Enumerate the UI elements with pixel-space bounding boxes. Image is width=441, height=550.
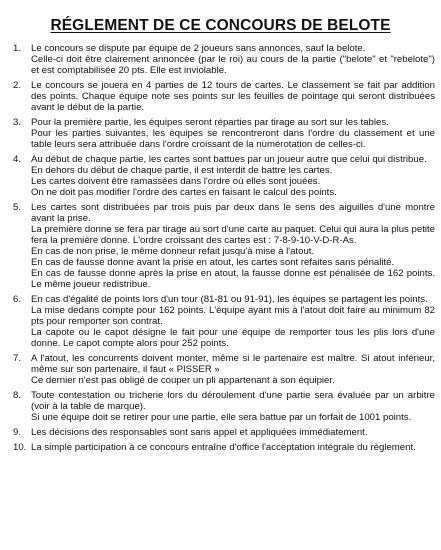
rule-number: 5. <box>13 202 22 213</box>
rule-item <box>0 294 441 349</box>
rule-text: Toute contestation ou tricherie lors du déroulement d'une partie sera évaluée par un arbitre (voir à la table de marque). <box>31 390 435 412</box>
rule-text: Les décisions des responsables sont sans appel et appliquées immédiatement. <box>31 427 368 438</box>
rule-number: 8. <box>13 390 22 401</box>
rule-text: Au début de chaque partie, les cartes sont battues par un joueur autre que celui qui distribue. <box>31 154 427 165</box>
rule-item <box>0 43 441 76</box>
rule-item <box>0 442 441 453</box>
rule-item <box>0 154 441 198</box>
rule-number: 10. <box>13 442 27 453</box>
rule-item <box>0 353 441 386</box>
rule-text: Ce dernier n'est pas obligé de couper un pli appartenant à son équipier. <box>31 375 335 386</box>
rule-number: 9. <box>13 427 22 438</box>
rule-text: Le concours se dispute par équipe de 2 joueurs sans annonces, sauf la belote. <box>31 43 366 54</box>
rule-text: En dehors du début de chaque partie, il est interdit de battre les cartes. <box>31 165 333 176</box>
rule-item <box>0 80 441 113</box>
rule-text: Pour la première partie, les équipes seront réparties par tirage au sort sur les tables. <box>31 117 389 128</box>
rule-number: 2. <box>13 80 22 91</box>
rule-text: Pour les parties suivantes, les équipes se rencontreront dans l'ordre du classement et une table leurs sera attribuée dans l'ordre croissant de la numérotation de celles-ci. <box>31 128 435 150</box>
page-title: RÉGLEMENT DE CE CONCOURS DE BELOTE <box>50 17 391 35</box>
rule-text: En cas de fausse donne avant la prise en atout, les cartes sont refaites sans pénalité. <box>31 257 395 268</box>
rule-item <box>0 117 441 150</box>
rule-text: Le concours se jouera en 4 parties de 12 tours de cartes. Le classement se fait par addition des points. Chaque équipe note ses points sur les feuilles de pointage qui seront distribuées avant le début de la partie. <box>31 80 435 113</box>
rule-text: La mise dedans compte pour 162 points. L'équipe ayant mis à l'atout doit faire au minimum 82 pts pour remporter son contrat. <box>31 305 435 327</box>
rule-number: 1. <box>13 43 22 54</box>
rule-text: Les cartes sont distribuées par trois puis par deux dans le sens des aiguilles d'une montre avant la prise. <box>31 202 435 224</box>
rule-number: 3. <box>13 117 22 128</box>
rule-text: Les cartes doivent être ramassées dans l'ordre où elles sont jouées. <box>31 176 321 187</box>
rule-text: En cas de non prise, le même donneur refait jusqu'à mise à l'atout. <box>31 246 315 257</box>
rule-number: 6. <box>13 294 22 305</box>
rule-text: Celle-ci doit être clairement annoncée (par le roi) au cours de la partie ("belote" et "rebelote") et est comptabilisée 20 pts. Elle est inviolable. <box>31 54 435 76</box>
rule-item <box>0 202 441 290</box>
rule-text: A l'atout, les concurrents doivent monter, même si le partenaire est maître. Si atout inférieur, même sur son partenaire, il faut « PISSER » <box>31 353 435 375</box>
rule-text: En cas de fausse donne après la prise en atout, la fausse donne est pénalisée de 162 points. Le même joueur redistribue. <box>31 268 435 290</box>
rules-list <box>0 43 441 457</box>
rule-number: 7. <box>13 353 22 364</box>
rule-text: En cas d'égalité de points lors d'un tour (81-81 ou 91-91), les équipes se partagent les points. <box>31 294 428 305</box>
rule-text: Si une équipe doit se retirer pour une partie, elle sera battue par un forfait de 1001 points. <box>31 412 412 423</box>
rule-text: La capote ou le capot désigne le fait pour une équipe de remporter tous les plis lors d'une donne. Le capot compte alors pour 252 points. <box>31 327 435 349</box>
rule-item <box>0 427 441 438</box>
rule-text: On ne doit pas modifier l'ordre des cartes en faisant le calcul des points. <box>31 187 337 198</box>
rule-number: 4. <box>13 154 22 165</box>
rule-text: La simple participation à ce concours entraîne d'office l'acceptation intégrale du règlement. <box>31 442 416 453</box>
rule-item <box>0 390 441 423</box>
rule-text: La première donne se fera par tirage au sort d'une carte au paquet. Celui qui aura la plus petite fera la première donne. L'ordre croissant des cartes est : 7-8-9-10-V-D-R-As. <box>31 224 435 246</box>
